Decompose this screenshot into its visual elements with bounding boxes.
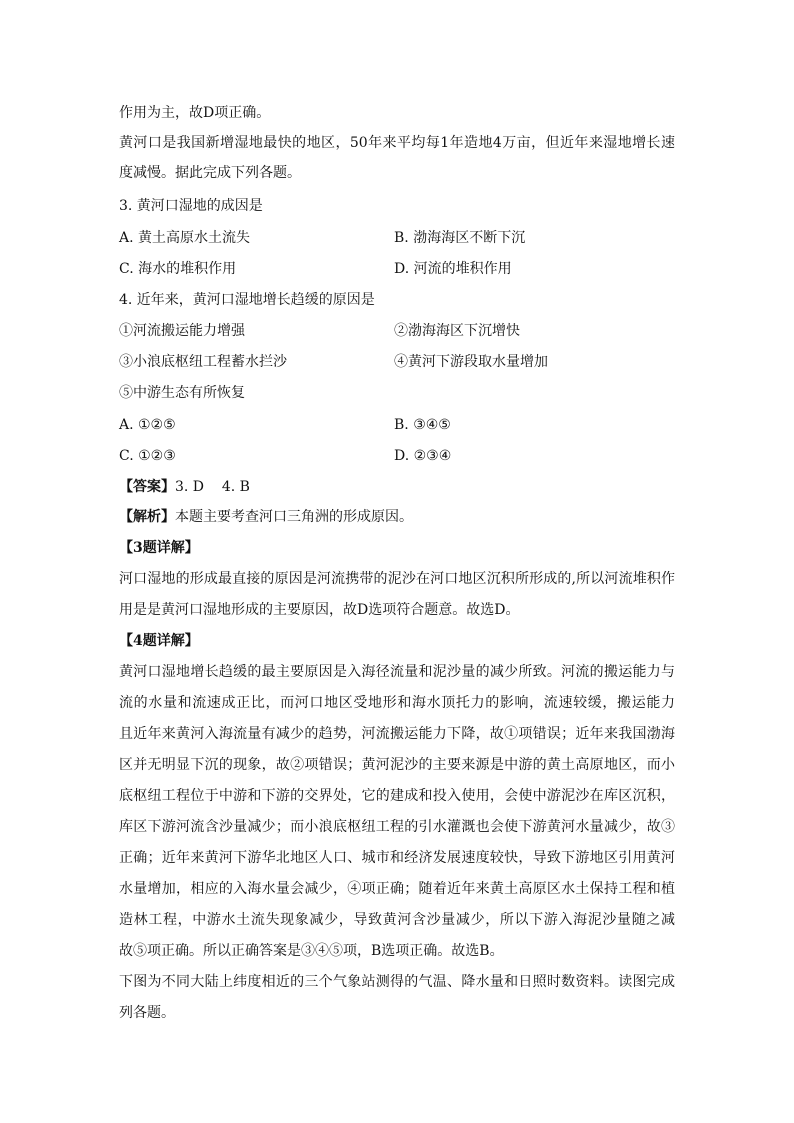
detail-3-line-2: 用是是黄河口湿地形成的主要原因，故D选项符合题意。故选D。 [119,602,520,618]
question-3-option-c: C. 海水的堆积作用 [119,261,237,277]
detail-3-line-1: 河口湿地的形成最直接的原因是河流携带的泥沙在河口地区沉积所形成的,所以河流堆积作 [119,571,675,587]
detail-4-line-1: 黄河口湿地增长趋缓的最主要原因是入海径流量和泥沙量的减少所致。河流的搬运能力与 [119,664,675,680]
passage-line-2: 度减慢。据此完成下列各题。 [119,165,301,181]
detail-4-line-8: 水量增加，相应的入海水量会减少，④项正确；随着近年来黄土高原区水土保持工程和植 [119,881,675,897]
detail-4-line-10: 故⑤项正确。所以正确答案是③④⑤项，B选项正确。故选B。 [119,943,504,959]
question-4-option-b: B. ③④⑤ [394,417,451,433]
detail-4-line-5: 底枢纽工程位于中游和下游的交界处，它的建成和投入使用，会使中游泥沙在库区沉积， [119,788,675,804]
detail-4-line-4: 区并无明显下沉的现象，故②项错误；黄河泥沙的主要来源是中游的黄土高原地区，而小 [119,757,675,773]
question-4-option-c: C. ①②③ [119,448,176,464]
answer-line [119,477,250,497]
detail-4-line-3: 且近年来黄河入海流量有减少的趋势，河流搬运能力下降，故①项错误；近年来我国渤海 [119,726,675,742]
question-4-item-5: ⑤中游生态有所恢复 [119,385,245,401]
intro-tail-text: 作用为主，故D项正确。 [119,105,271,121]
question-4-item-3: ③小浪底枢纽工程蓄水拦沙 [119,354,287,370]
question-4-stem: 4. 近年来，黄河口湿地增长趋缓的原因是 [119,292,375,308]
question-4-item-2: ②渤海海区下沉增快 [394,323,520,339]
question-4-option-d: D. ②③④ [394,448,452,464]
answer-value: 3. D 4. B [175,479,250,495]
question-3-option-a: A. 黄土高原水土流失 [119,230,251,246]
passage-line-1: 黄河口是我国新增湿地最快的地区，50年来平均每1年造地4万亩，但近年来湿地增长速 [119,135,675,151]
question-3-stem: 3. 黄河口湿地的成因是 [119,198,263,214]
question-4-option-a: A. ①②⑤ [119,417,176,433]
question-3-option-b: B. 渤海海区不断下沉 [394,230,526,246]
detail-4-line-2: 流的水量和流速成正比，而河口地区受地形和海水顶托力的影响，流速较缓，搬运能力 [119,695,675,711]
next-passage-line-2: 列各题。 [119,1005,175,1021]
analysis-text: 本题主要考查河口三角洲的形成原因。 [175,509,413,525]
question-4-item-1: ①河流搬运能力增强 [119,323,245,339]
next-passage-line-1: 下图为不同大陆上纬度相近的三个气象站测得的气温、降水量和日照时数资料。读图完成 [119,974,675,990]
answer-label: 【答案】 [119,479,175,495]
question-4-item-4: ④黄河下游段取水量增加 [394,354,548,370]
analysis-line [119,507,413,527]
detail-4-heading: 【4题详解】 [119,633,199,649]
question-3-option-d: D. 河流的堆积作用 [394,261,512,277]
detail-4-line-9: 造林工程，中游水土流失现象减少，导致黄河含沙量减少，所以下游入海泥沙量随之减 [119,912,675,928]
analysis-label: 【解析】 [119,509,175,525]
detail-4-line-6: 库区下游河流含沙量减少；而小浪底枢纽工程的引水灌溉也会使下游黄河水量减少，故③ [119,819,675,835]
detail-4-line-7: 正确；近年来黄河下游华北地区人口、城市和经济发展速度较快，导致下游地区引用黄河 [119,850,675,866]
detail-3-heading: 【3题详解】 [119,540,199,556]
